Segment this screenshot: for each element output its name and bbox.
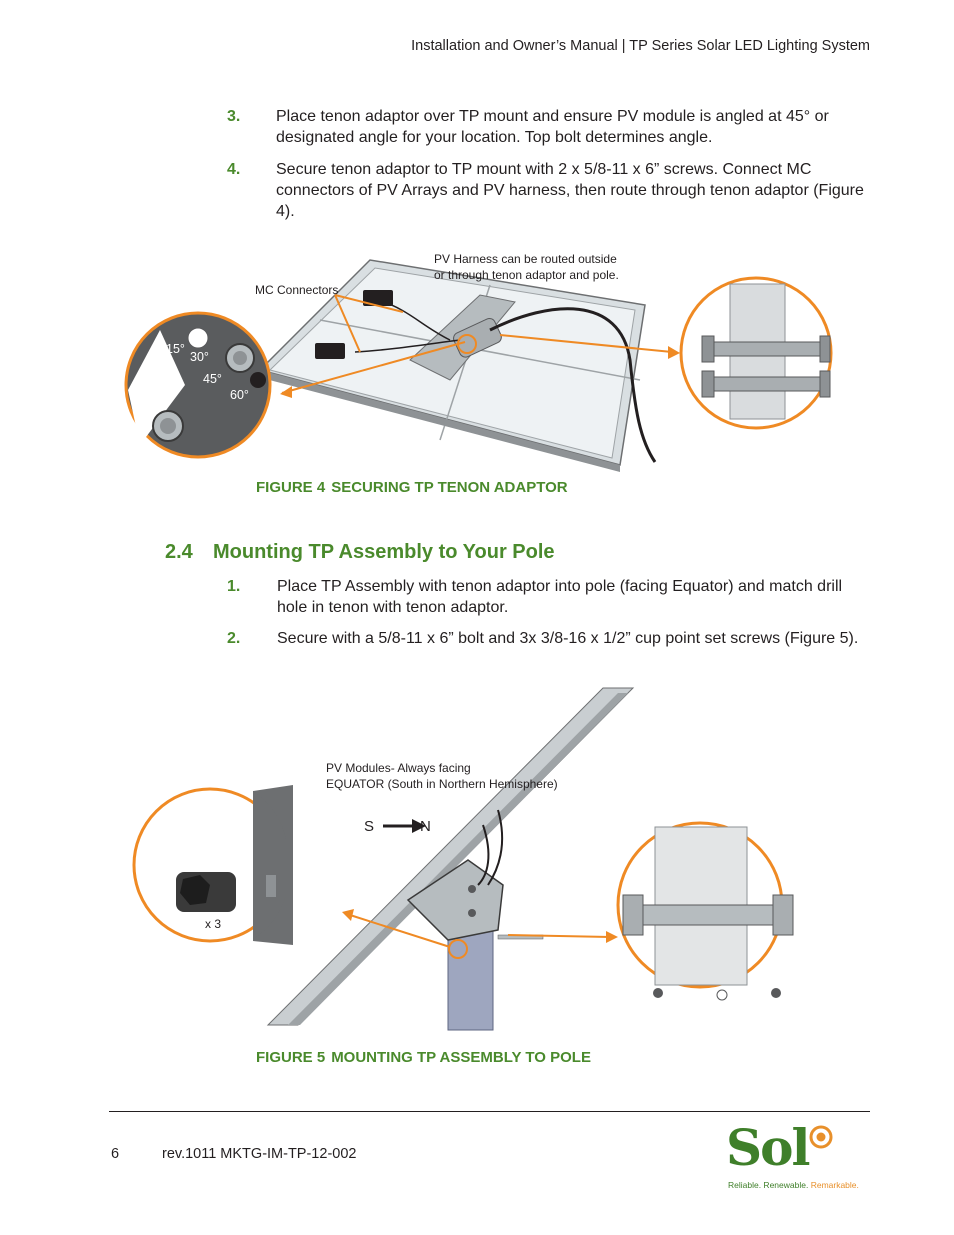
step-text: Secure tenon adaptor to TP mount with 2 x 5/8-11 x 6” screws. Connect MC connectors of PV Arrays and PV harness, then route through tenon adaptor (Figure 4). [276, 161, 864, 220]
angle-label: 60° [230, 388, 249, 402]
figure-4-caption [256, 479, 574, 496]
figure-title: SECURING TP TENON ADAPTOR [331, 479, 568, 496]
figure-5-illustration [128, 685, 828, 1035]
section-title-text: Mounting TP Assembly to Your Pole [213, 541, 555, 563]
bolt-icon [710, 342, 822, 356]
sun-icon [808, 1124, 834, 1150]
step-1 [227, 576, 867, 618]
page-number: 6 [111, 1146, 120, 1162]
step-number: 4. [227, 161, 241, 178]
step-number: 3. [227, 108, 241, 125]
section-heading [165, 541, 555, 564]
callout-harness: PV Harness can be routed outside or through tenon adaptor and pole. [434, 252, 619, 282]
callout-pv-modules: PV Modules- Always facing EQUATOR (South in Northern Hemisphere) [326, 761, 558, 791]
revision-code: rev.1011 MKTG-IM-TP-12-002 [162, 1146, 357, 1162]
direction-south: S [364, 818, 375, 835]
figure-5-caption [256, 1049, 597, 1066]
logo-wordmark: Sol [726, 1118, 809, 1177]
step-text: Secure with a 5/8-11 x 6” bolt and 3x 3/8-16 x 1/2” cup point set screws (Figure 5). [277, 630, 859, 647]
step-text: Place tenon adaptor over TP mount and ensure PV module is angled at 45° or designated angle for your location. Top bolt determines angle. [276, 108, 829, 146]
quantity-label: x 3 [205, 917, 222, 931]
step-text: Place TP Assembly with tenon adaptor into pole (facing Equator) and match drill hole in tenon with tenon adaptor. [277, 578, 843, 616]
step-4 [227, 159, 867, 222]
bolt-icon [710, 377, 822, 391]
step-2 [227, 628, 867, 670]
step-number: 2. [227, 630, 241, 647]
page-header: Installation and Owner’s Manual | TP Series Solar LED Lighting System [411, 38, 870, 54]
direction-north: N [420, 818, 431, 835]
angle-label: 45° [203, 372, 222, 386]
bolt-icon [628, 905, 778, 925]
step-3 [227, 106, 867, 148]
mc-connector-icon [315, 343, 345, 359]
angle-label: 15° [166, 342, 185, 356]
step-number: 1. [227, 578, 241, 595]
footer-divider [109, 1111, 870, 1112]
section-number: 2.4 [165, 541, 193, 563]
figure-label: FIGURE 5 [256, 1049, 326, 1066]
sol-logo [726, 1118, 871, 1194]
callout-mc-connectors: MC Connectors [255, 283, 339, 297]
logo-tagline: Reliable. Renewable. Remarkable. [728, 1180, 859, 1190]
figure-title: MOUNTING TP ASSEMBLY TO POLE [331, 1049, 591, 1066]
figure-label: FIGURE 4 [256, 479, 326, 496]
angle-label: 30° [190, 350, 209, 364]
